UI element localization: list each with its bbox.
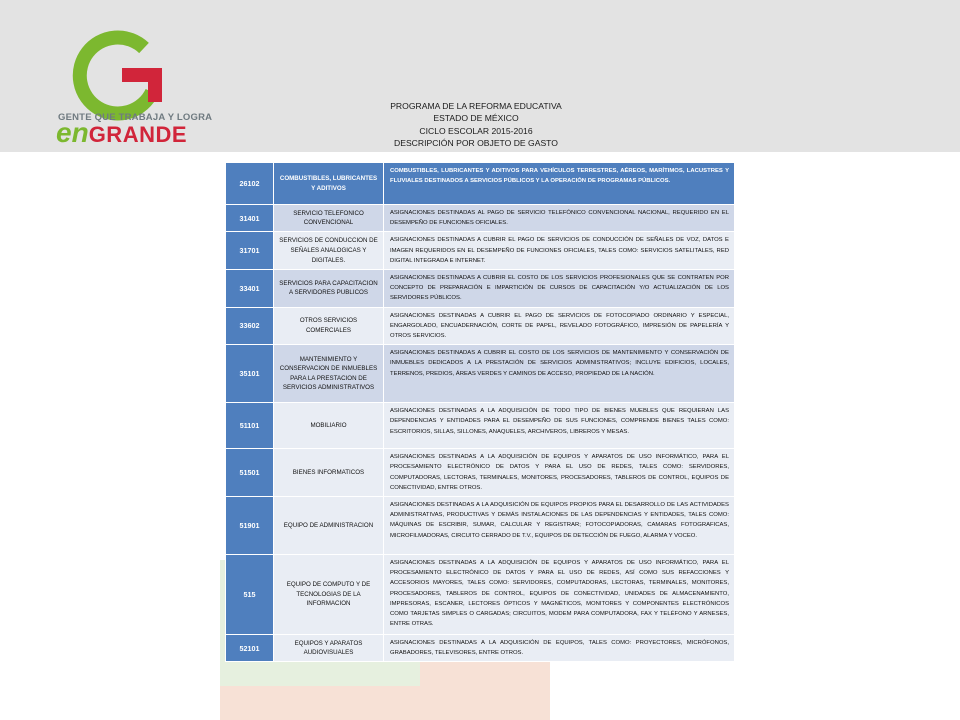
- table-row: [226, 163, 735, 205]
- row-code: 515: [226, 555, 274, 635]
- logo-wordmark: [56, 118, 187, 153]
- row-code: 35101: [226, 345, 274, 403]
- row-description: ASIGNACIONES DESTINADAS A LA ADQUISICIÓN DE TODO TIPO DE BIENES MUEBLES QUE REQUIERAN LAS DEPENDENCIAS Y ENTIDADES PARA EL DESEMPEÑO DE SUS FUNCIONES, COMPRENDE BIENES TALES COMO: ESCRITORIOS, SILLAS, SILLONES, ANAQUELES, ARCHIVEROS, LIBREROS Y MESAS.: [384, 403, 735, 449]
- row-code: 33401: [226, 270, 274, 308]
- row-code: 52101: [226, 635, 274, 662]
- row-description: ASIGNACIONES DESTINADAS A CUBRIR EL PAGO DE SERVICIOS DE CONDUCCIÓN DE SEÑALES DE VOZ, DATOS E IMAGEN REQUERIDOS EN EL DESEMPEÑO DE FUNCIONES OFICIALES, TALES COMO: SERVICIOS SATELITALES, RED DIGITAL INTEGRADA E INTERNET.: [384, 232, 735, 270]
- table-row: [226, 307, 735, 345]
- row-concept: BIENES INFORMATICOS: [274, 449, 384, 497]
- table-row: [226, 232, 735, 270]
- row-description: COMBUSTIBLES, LUBRICANTES Y ADITIVOS PARA VEHÍCULOS TERRESTRES, AÉREOS, MARÍTIMOS, LACUSTRES Y FLUVIALES DESTINADOS A SERVICIOS PÚBLICOS Y LA OPERACIÓN DE PROGRAMAS PÚBLICOS.: [384, 163, 735, 205]
- row-code: 51101: [226, 403, 274, 449]
- page-title: [360, 100, 592, 150]
- title-line-3: CICLO ESCOLAR 2015-2016: [419, 125, 533, 136]
- row-code: 31401: [226, 205, 274, 232]
- row-code: 33602: [226, 307, 274, 345]
- table-row: [226, 270, 735, 308]
- expense-table: [225, 162, 735, 662]
- table-row: [226, 403, 735, 449]
- row-concept: SERVICIOS DE CONDUCCION DE SEÑALES ANALOGICAS Y DIGITALES.: [274, 232, 384, 270]
- table-row: [226, 345, 735, 403]
- row-concept: MOBILIARIO: [274, 403, 384, 449]
- row-concept: COMBUSTIBLES, LUBRICANTES Y ADITIVOS: [274, 163, 384, 205]
- row-description: ASIGNACIONES DESTINADAS A CUBRIR EL COSTO DE LOS SERVICIOS DE MANTENIMIENTO Y CONSERVACIÓN DE INMUEBLES DEDICADOS A LA PRESTACIÓN DE SERVICIOS ADMINISTRATIVOS; INCLUYE EDIFICIOS, LOCALES, TERRENOS, PREDIOS, ÁREAS VERDES Y CAMINOS DE ACCESO, PROPIEDAD DE LA NACIÓN.: [384, 345, 735, 403]
- table-row: [226, 205, 735, 232]
- title-line-4: DESCRIPCIÓN POR OBJETO DE GASTO: [394, 138, 558, 149]
- row-description: ASIGNACIONES DESTINADAS A CUBRIR EL COSTO DE LOS SERVICIOS PROFESIONALES QUE SE CONTRATEN POR CONCEPTO DE PREPARACIÓN E IMPARTICIÓN DE CURSOS DE CAPACITACIÓN Y/O ACTUALIZACIÓN DE LOS SERVIDORES PÚBLICOS.: [384, 270, 735, 308]
- table-row: [226, 497, 735, 555]
- table-row: [226, 449, 735, 497]
- row-description: ASIGNACIONES DESTINADAS A LA ADQUISICIÓN DE EQUIPOS PROPIOS PARA EL DESARROLLO DE LAS ACTIVIDADES ADMINISTRATIVAS, PRODUCTIVAS Y DEMÁS INSTALACIONES DE LAS DEPENDENCIAS Y ENTIDADES, TALES COMO: MÁQUINAS DE ESCRIBIR, SUMAR, CALCULAR Y REGISTRAR; FOTOCOPIADORAS, CAMARAS FOTOGRAFICAS, MICROFILMADORAS, CIRCUITO CERRADO DE T.V., EQUIPOS DE DETECCIÓN DE FUEGO, ALARMA Y VOCEO.: [384, 497, 735, 555]
- expense-table-container: [225, 162, 735, 662]
- logo-tagline: GENTE QUE TRABAJA Y LOGRA: [58, 112, 213, 123]
- expense-table-body: [226, 163, 735, 662]
- row-description: ASIGNACIONES DESTINADAS A LA ADQUISICIÓN DE EQUIPOS Y APARATOS DE USO INFORMÁTICO, PARA EL PROCESAMIENTO ELECTRÓNICO DE DATOS Y PARA EL USO DE REDES, ASÍ COMO SUS REFACCIONES Y ACCESORIOS MAYORES, TALES COMO: SERVIDORES, COMPUTADORAS, LECTORAS, TERMINALES, MONITORES, PROCESADORES, TABLEROS DE CONTROL, EQUIPOS DE CONECTIVIDAD, UNIDADES DE ALMACENAMIENTO, IMPRESORAS, ESCANER, LECTORES ÓPTICOS Y MAGNÉTICOS, MONITORES Y COMPONENTES ELECTRÓNICOS COMO TARJETAS SIMPLES O CARGADAS; CIRCUITOS, MODEM PARA COMPUTADORA, FAX Y TELÉFONO Y ARNESES, ENTRE OTRAS.: [384, 555, 735, 635]
- table-row: [226, 635, 735, 662]
- row-description: ASIGNACIONES DESTINADAS AL PAGO DE SERVICIO TELEFÓNICO CONVENCIONAL NACIONAL, REQUERIDO EN EL DESEMPEÑO DE FUNCIONES OFICIALES.: [384, 205, 735, 232]
- row-code: 26102: [226, 163, 274, 205]
- row-concept: MANTENIMIENTO Y CONSERVACION DE INMUEBLES PARA LA PRESTACION DE SERVICIOS ADMINISTRATIVOS: [274, 345, 384, 403]
- row-concept: SERVICIOS PARA CAPACITACION A SERVIDORES PUBLICOS: [274, 270, 384, 308]
- logo-word-en: en: [56, 117, 89, 148]
- title-line-2: ESTADO DE MÉXICO: [433, 113, 519, 124]
- table-row: [226, 555, 735, 635]
- row-concept: EQUIPOS Y APARATOS AUDIOVISUALES: [274, 635, 384, 662]
- row-description: ASIGNACIONES DESTINADAS A CUBRIR EL PAGO DE SERVICIOS DE FOTOCOPIADO ORDINARIO Y ESPECIAL, ENGARGOLADO, ENCUADERNACIÓN, CORTE DE PAPEL, REVELADO FOTOGRÁFICO, IMPRESIÓN DE PAPELERÍA Y OTROS SERVICIOS.: [384, 307, 735, 345]
- row-code: 51501: [226, 449, 274, 497]
- row-code: 51901: [226, 497, 274, 555]
- row-concept: OTROS SERVICIOS COMERCIALES: [274, 307, 384, 345]
- logo-word-grande: GRANDE: [88, 122, 188, 147]
- title-line-1: PROGRAMA DE LA REFORMA EDUCATIVA: [390, 101, 562, 111]
- row-concept: EQUIPO DE COMPUTO Y DE TECNOLOGIAS DE LA INFORMACION: [274, 555, 384, 635]
- row-description: ASIGNACIONES DESTINADAS A LA ADQUISICIÓN DE EQUIPOS, TALES COMO: PROYECTORES, MICRÓFONOS, GRABADORES, TELEVISORES, ENTRE OTROS.: [384, 635, 735, 662]
- row-concept: EQUIPO DE ADMINISTRACION: [274, 497, 384, 555]
- row-concept: SERVICIO TELEFONICO CONVENCIONAL: [274, 205, 384, 232]
- row-code: 31701: [226, 232, 274, 270]
- row-description: ASIGNACIONES DESTINADAS A LA ADQUISICIÓN DE EQUIPOS Y APARATOS DE USO INFORMÁTICO, PARA EL PROCESAMIENTO ELECTRÓNICO DE DATOS Y PARA EL USO DE REDES, TALES COMO: SERVIDORES, COMPUTADORAS, LECTORAS, TERMINALES, MONITORES, PROCESADORES, TABLEROS DE CONTROL, EQUIPOS DE CONECTIVIDAD, ENTRE OTROS.: [384, 449, 735, 497]
